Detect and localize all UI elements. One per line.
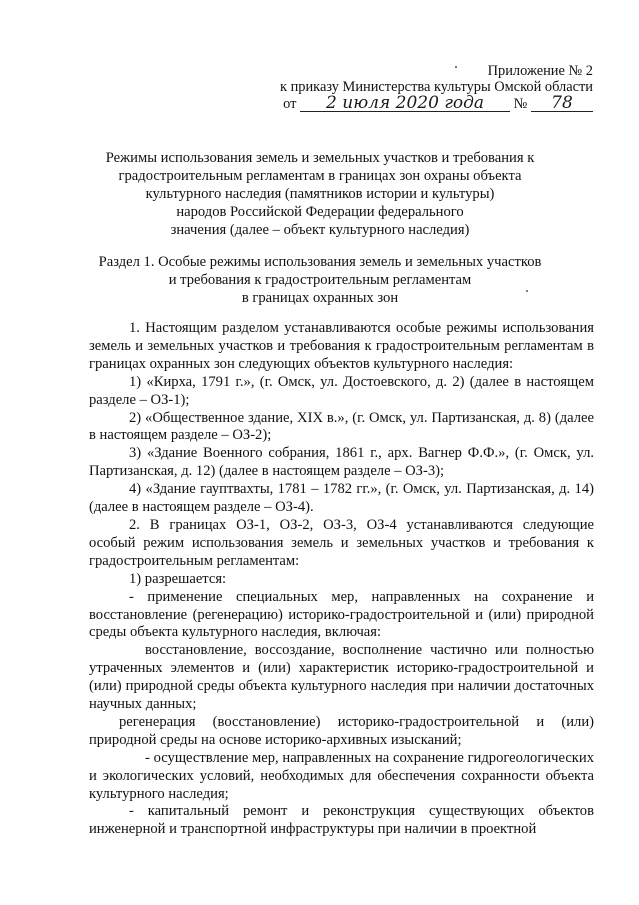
title-line: Режимы использования земель и земельных участков и требования к (105, 150, 535, 166)
title-line: градостроительным регламентам в границах зон охраны объекта (118, 168, 522, 184)
paragraph: 2. В границах ОЗ-1, ОЗ-2, ОЗ-3, ОЗ-4 устанавливаются следующие особый режим использования земель и земельных участков и требования к градостроительным регламентам: (89, 516, 594, 569)
annex-header (280, 63, 593, 112)
handwritten-date: 2 июля 2020 года (300, 95, 510, 112)
paragraph: 1. Настоящим разделом устанавливаются особые режимы использования земель и земельных участков и требования к градостроительным регламентам в границах охранных зон следующих объектов культурного наследия: (89, 320, 594, 372)
annex-order: к приказу Министерства культуры Омской области (280, 79, 593, 95)
paragraph: - применение специальных мер, направленных на сохранение и восстановление (регенерацию) историко-градостроительной и (или) природной среды объекта культурного наследия, включая: (89, 588, 594, 641)
paragraph: - капитальный ремонт и реконструкция существующих объектов инженерной и транспортной инфраструктуры при наличии в проектной (89, 803, 594, 838)
handwritten-number: 78 (531, 95, 593, 112)
title-line: народов Российской Федерации федерального (176, 204, 464, 220)
date-prefix: от (283, 96, 297, 112)
paragraph: 3) «Здание Военного собрания, 1861 г., арх. Вагнер Ф.Ф.», (г. Омск, ул. Партизанская, д. 12) (далее в настоящем разделе – ОЗ-3); (89, 445, 594, 480)
paragraph: 1) «Кирха, 1791 г.», (г. Омск, ул. Достоевского, д. 2) (далее в настоящем разделе – ОЗ-1); (89, 373, 594, 408)
paragraph: восстановление, воссоздание, восполнение частично или полностью утраченных элементов и (или) характеристик историко-градостроительной и (или) природной среды объекта культурного наследия при наличии достаточных научных данных; (89, 642, 594, 713)
paragraph: регенерация (восстановление) историко-градостроительной и (или) природной среды на основе историко-архивных изысканий; (89, 713, 594, 748)
document-body (89, 320, 594, 839)
annex-date-line (280, 95, 593, 112)
paragraph: 2) «Общественное здание, XIX в.», (г. Омск, ул. Партизанская, д. 8) (далее в настоящем разделе – ОЗ-2); (89, 409, 594, 444)
title-line: значения (далее – объект культурного наследия) (170, 222, 470, 238)
section-heading (90, 253, 550, 307)
paragraph: 4) «Здание гауптвахты, 1781 – 1782 гг.», (г. Омск, ул. Партизанская, д. 14) (далее в настоящем разделе – ОЗ-4). (89, 481, 594, 516)
paragraph: 1) разрешается: (129, 570, 227, 587)
section-line: Раздел 1. Особые режимы использования земель и земельных участков (98, 254, 542, 270)
number-prefix: № (513, 96, 528, 112)
section-line: в границах охранных зон (241, 290, 399, 306)
title-line: культурного наследия (памятников истории и культуры) (145, 186, 495, 202)
paragraph: - осуществление мер, направленных на сохранение гидрогеологических и экологических условий, необходимых для обеспечения сохранности объекта культурного наследия; (89, 749, 594, 802)
annex-number: Приложение № 2 (487, 63, 593, 79)
section-line: и требования к градостроительным регламентам (168, 272, 472, 288)
document-title (60, 149, 580, 239)
